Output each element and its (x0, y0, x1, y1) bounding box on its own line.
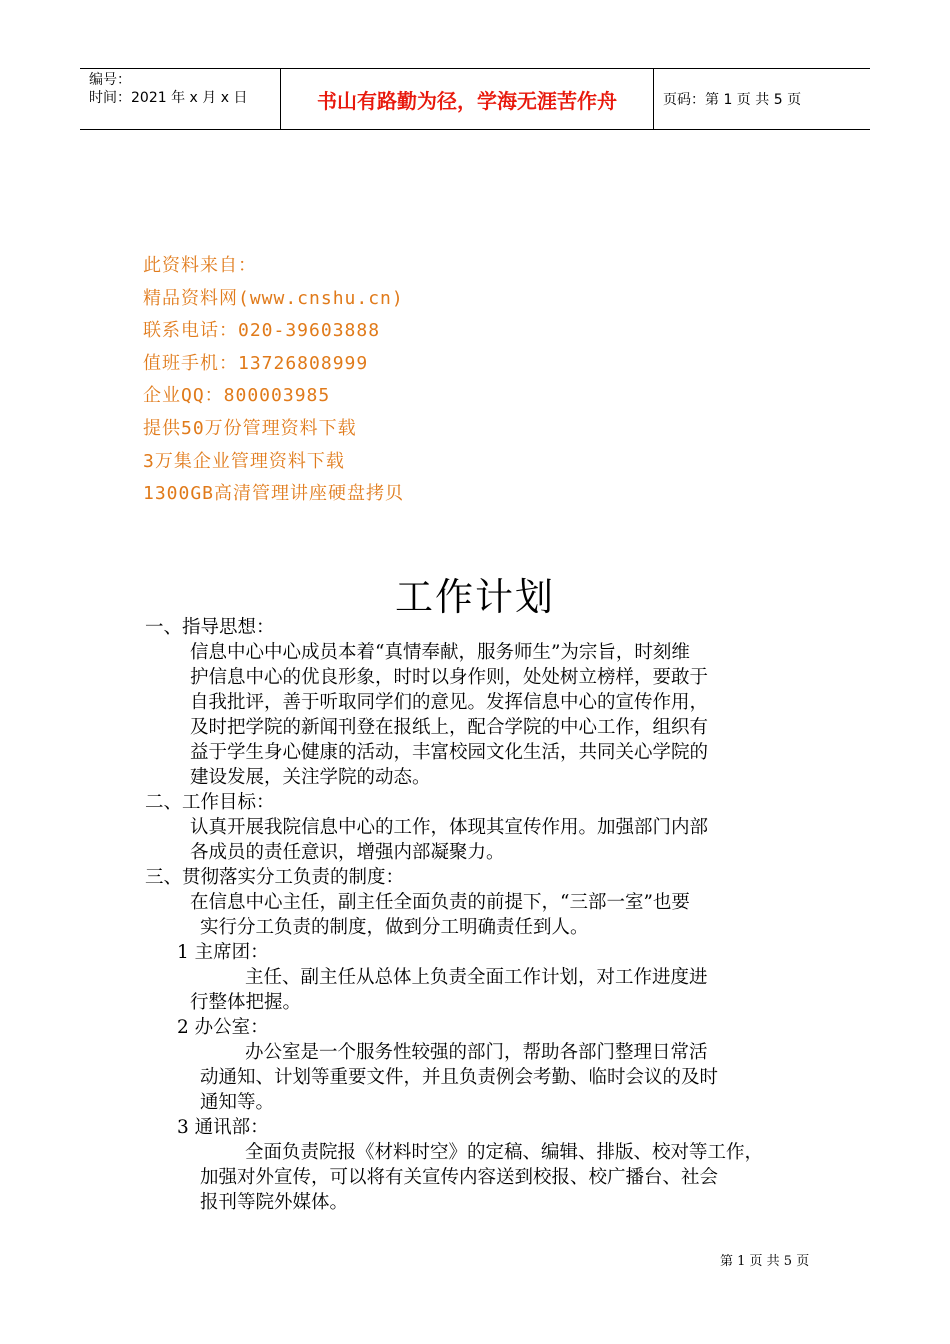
paragraph-line: 护信息中心的优良形象，时时以身作则，处处树立榜样，要敢于 (190, 667, 709, 688)
ad-line: 值班手机：13726808999 (143, 352, 369, 374)
time-label: 时间：2021 年 x 月 x 日 (89, 90, 248, 106)
ad-line: 联系电话：020-39603888 (143, 320, 381, 342)
paragraph-line: 行整体把握。 (190, 992, 302, 1013)
section-heading: 一、指导思想： (145, 617, 275, 638)
ad-block (143, 250, 404, 511)
paragraph-line: 在信息中心主任，副主任全面负责的前提下，“三部一室”也要 (190, 892, 690, 913)
page-title: 工作计划 (394, 575, 555, 619)
paragraph-line: 各成员的责任意识，增强内部凝聚力。 (190, 842, 505, 863)
paragraph-line: 建设发展，关注学院的动态。 (190, 767, 431, 788)
ad-line: 1300GB高清管理讲座硬盘拷贝 (143, 483, 405, 505)
paragraph-line: 全面负责院报《材料时空》的定稿、编辑、排版、校对等工作， (245, 1142, 764, 1163)
subsection-heading: 3 通讯部： (177, 1117, 269, 1138)
paragraph-line: 报刊等院外媒体。 (200, 1192, 349, 1213)
ad-line: 提供50万份管理资料下载 (143, 417, 357, 439)
paragraph-line: 信息中心中心成员本着“真情奉献，服务师生”为宗旨，时刻维 (190, 642, 690, 663)
subsection-heading: 2 办公室： (177, 1017, 269, 1038)
number-label: 编号： (89, 72, 131, 88)
paragraph-line: 实行分工负责的制度，做到分工明确责任到人。 (200, 917, 589, 938)
footer-page-info: 第 1 页 共 5 页 (720, 1254, 810, 1269)
paragraph-line: 益于学生身心健康的活动，丰富校园文化生活，共同关心学院的 (190, 742, 709, 763)
paragraph-line: 及时把学院的新闻刊登在报纸上，配合学院的中心工作，组织有 (190, 717, 709, 738)
ad-line: 3万集企业管理资料下载 (143, 450, 345, 472)
header-table (80, 68, 870, 130)
header-left-cell (80, 69, 281, 129)
paragraph-line: 办公室是一个服务性较强的部门，帮助各部门整理日常活 (245, 1042, 708, 1063)
ad-line: 精品资料网(www.cnshu.cn) (143, 287, 404, 309)
ad-line: 此资料来自： (143, 255, 257, 276)
subsection-heading: 1 主席团： (177, 942, 269, 963)
paragraph-line: 动通知、计划等重要文件，并且负责例会考勤、临时会议的及时 (200, 1067, 719, 1088)
section-heading: 三、贯彻落实分工负责的制度： (145, 867, 405, 888)
header-page-info: 页码：第 1 页 共 5 页 (663, 92, 802, 108)
paragraph-line: 主任、副主任从总体上负责全面工作计划，对工作进度进 (245, 967, 708, 988)
paragraph-line: 通知等。 (200, 1092, 275, 1113)
paragraph-line: 加强对外宣传，可以将有关宣传内容送到校报、校广播台、社会 (200, 1167, 719, 1188)
section-heading: 二、工作目标： (145, 792, 275, 813)
motto: 书山有路勤为径，学海无涯苦作舟 (281, 69, 654, 129)
paragraph-line: 自我批评，善于听取同学们的意见。发挥信息中心的宣传作用， (190, 692, 709, 713)
paragraph-line: 认真开展我院信息中心的工作，体现其宣传作用。加强部门内部 (190, 817, 709, 838)
ad-line: 企业QQ：800003985 (143, 385, 331, 407)
